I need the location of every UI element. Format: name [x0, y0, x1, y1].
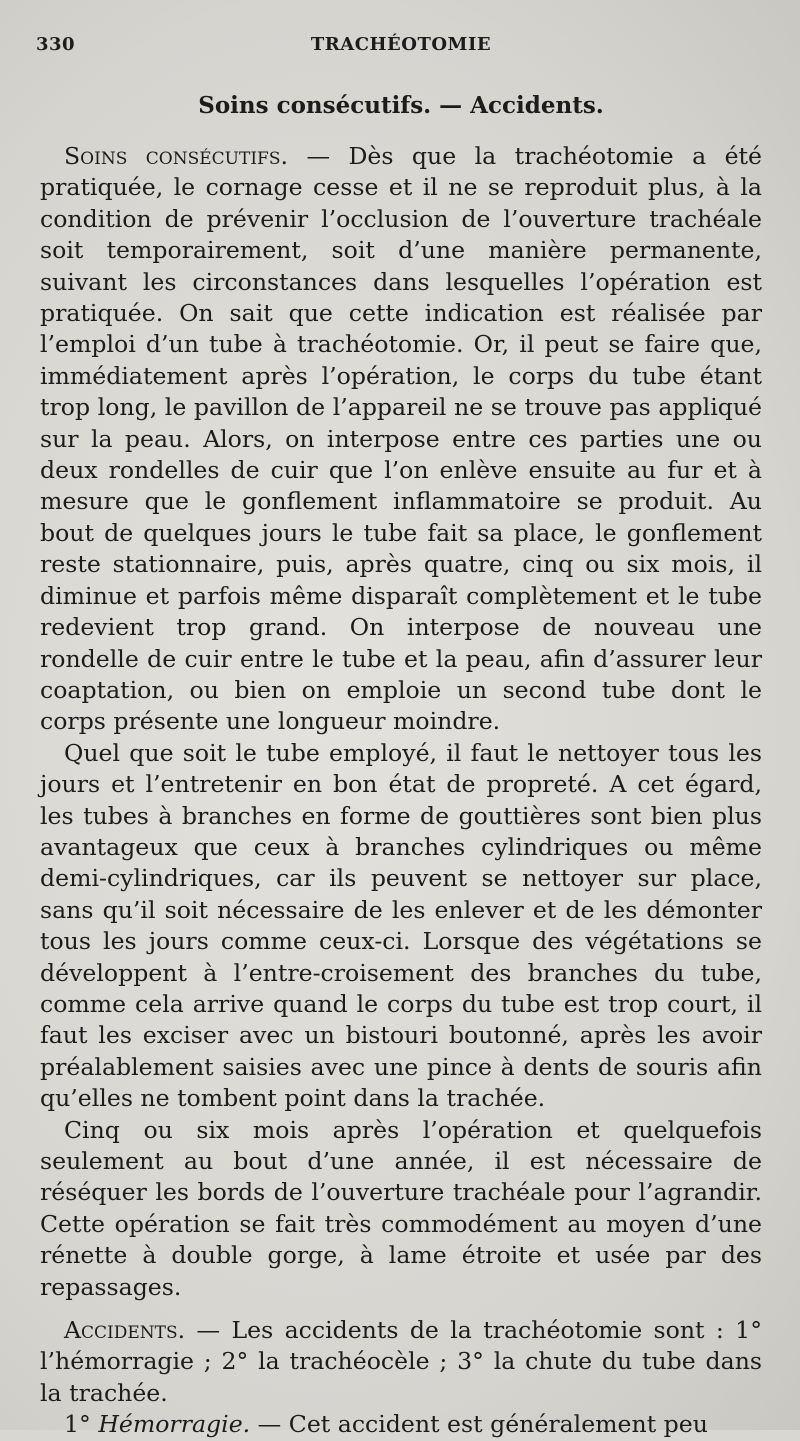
- section-heading: Soins consécutifs. — Accidents.: [198, 92, 604, 119]
- paragraph-lead: Soins consécutifs.: [64, 142, 288, 170]
- paragraph-soins-consecutifs: [40, 141, 762, 738]
- body-text: [40, 141, 762, 1441]
- list-number: 1°: [64, 1410, 91, 1439]
- paragraph-text: — Les accidents de la trachéotomie sont : 1° l’hémorragie ; 2° la trachéocèle ; 3° la chute du tube dans la trachée.: [40, 1316, 762, 1407]
- term-hemorragie: Hémorragie.: [98, 1410, 251, 1439]
- running-title: TRACHÉOTOMIE: [310, 34, 492, 55]
- paragraph-accidents: [40, 1315, 762, 1409]
- paragraph-nettoyage: Quel que soit le tube employé, il faut le nettoyer tous les jours et l’entretenir en bon état de propreté. A cet égard, les tubes à branches en forme de gouttières sont bien plus avantageux que ceux à branches cylindriques ou même demi-cylindriques, car ils peuvent se nettoyer sur place, sans qu’il soit nécessaire de les enlever et de les démonter tous les jours comme ceux-ci. Lorsque des végétations se développent à l’entre-croisement des branches du tube, comme cela arrive quand le corps du tube est trop court, il faut les exciser avec un bistouri boutonné, après les avoir préalablement saisies avec une pince à dents de souris afin qu’elles ne tombent point dans la trachée.: [40, 738, 762, 1113]
- paragraph-hemorragie: [40, 1409, 762, 1440]
- page-number: 330: [36, 34, 76, 55]
- paragraph-resection: Cinq ou six mois après l’opération et quelquefois seulement au bout d’une année, il est nécessaire de réséquer les bords de l’ouverture trachéale pour l’agrandir. Cette opération se fait très commodément au moyen d’une rénette à double gorge, à lame étroite et usée par des repassages.: [40, 1115, 762, 1301]
- paragraph-text: — Dès que la trachéotomie a été pratiquée, le cornage cesse et il ne se reproduit plus, à la condition de prévenir l’occlusion de l’ouverture trachéale soit temporairement, soit d’une manière permanente, suivant les circonstances dans lesquelles l’opération est pratiquée. On sait que cette indication est réalisée par l’emploi d’un tube à trachéotomie. Or, il peut se faire que, immédiatement après l’opération, le corps du tube étant trop long, le pavillon de l’appareil ne se trouve pas appliqué sur la peau. Alors, on interpose entre ces parties une ou deux rondelles de cuir que l’on enlève ensuite au fur et à mesure que le gonflement inflammatoire se produit. Au bout de quelques jours le tube fait sa place, le gonflement reste stationnaire, puis, après quatre, cinq ou six mois, il diminue et parfois même disparaît complètement et le tube redevient trop grand. On interpose de nouveau une rondelle de cuir entre le tube et la peau, afin d’assurer leur coaptation, ou bien on emploie un second tube dont le corps présente une longueur moindre.: [40, 142, 762, 736]
- paragraph-text: — Cet accident est généralement peu: [250, 1410, 708, 1439]
- paragraph-lead: Accidents.: [64, 1316, 186, 1345]
- running-head: [36, 34, 762, 64]
